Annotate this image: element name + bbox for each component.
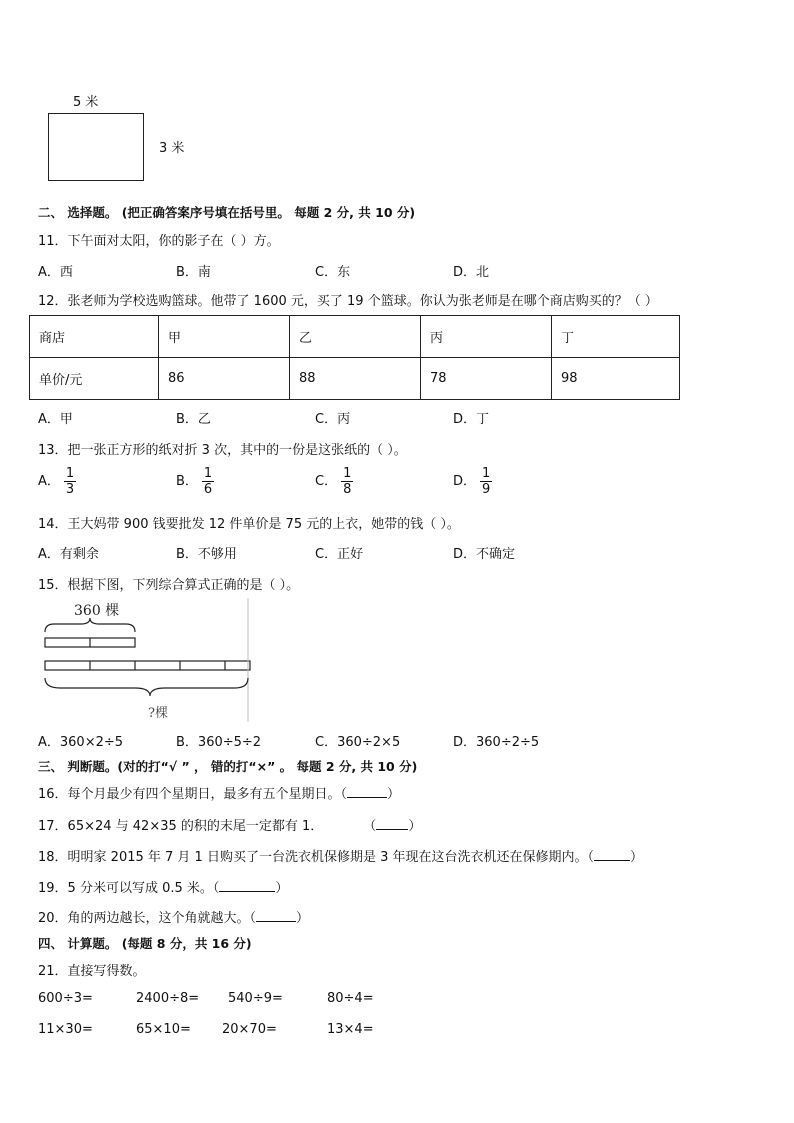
q20: 20．角的两边越长，这个角就越大。（ ） bbox=[38, 911, 310, 926]
q15-option-b: B．360÷5÷2 bbox=[176, 735, 262, 750]
rectangle-figure bbox=[48, 113, 144, 181]
statement-text: 18．明明家 2015 年 7 月 1 日购买了一台洗衣机保修期是 3 年现在这台洗衣机还在保修期内。（ bbox=[38, 850, 594, 865]
section2-title: 二、 选择题。 (把正确答案序号填在括号里。 每题 2 分, 共 10 分) bbox=[38, 205, 416, 220]
q16: 16．每个月最少有四个星期日，最多有五个星期日。（ ） bbox=[38, 787, 401, 802]
q11-option-d: D．北 bbox=[453, 265, 490, 280]
option-label: B． bbox=[176, 474, 198, 489]
q17: 17．65×24 与 42×35 的积的末尾一定都有 1． （ ） bbox=[38, 819, 422, 834]
fraction-denominator: 8 bbox=[343, 482, 352, 497]
statement-text: 17．65×24 与 42×35 的积的末尾一定都有 1． bbox=[38, 819, 324, 834]
answer-blank[interactable] bbox=[594, 848, 630, 861]
q12-option-a: A．甲 bbox=[38, 412, 73, 427]
calc-item: 540÷9= bbox=[228, 991, 283, 1006]
answer-blank[interactable] bbox=[376, 817, 408, 830]
q18: 18．明明家 2015 年 7 月 1 日购买了一台洗衣机保修期是 3 年现在这台洗衣机还在保修期内。（ ） bbox=[38, 850, 644, 865]
q19: 19．5 分米可以写成 0.5 米。（ ） bbox=[38, 881, 289, 896]
q14-option-b: B．不够用 bbox=[176, 547, 237, 562]
option-label: C． bbox=[315, 474, 338, 489]
q13-option-c bbox=[315, 466, 353, 497]
table-cell: 88 bbox=[290, 358, 421, 400]
table-cell: 商店 bbox=[30, 316, 159, 358]
q11-stem: 11．下午面对太阳，你的影子在（ ）方。 bbox=[38, 234, 280, 249]
q13-option-d bbox=[453, 466, 492, 497]
table-cell: 86 bbox=[159, 358, 290, 400]
table-row bbox=[30, 358, 680, 400]
answer-blank[interactable] bbox=[219, 879, 275, 892]
q14-option-c: C．正好 bbox=[315, 547, 364, 562]
answer-blank[interactable] bbox=[256, 909, 296, 922]
statement-text: 19．5 分米可以写成 0.5 米。（ bbox=[38, 881, 220, 896]
table-cell: 乙 bbox=[290, 316, 421, 358]
calc-item: 65×10= bbox=[136, 1022, 191, 1037]
q12-stem: 12．张老师为学校选购篮球。他带了 1600 元，买了 19 个篮球。你认为张老师是在哪个商店购买的？（ ） bbox=[38, 294, 658, 309]
fraction-numerator: 1 bbox=[343, 466, 352, 481]
option-label: A． bbox=[38, 474, 60, 489]
segment-diagram bbox=[36, 598, 256, 722]
long-segment bbox=[45, 661, 250, 670]
table-cell: 甲 bbox=[159, 316, 290, 358]
fraction-denominator: 3 bbox=[65, 482, 75, 497]
rect-side-label: 3 米 bbox=[159, 141, 185, 156]
diagram-bottom-label: ?棵 bbox=[148, 706, 168, 721]
fraction-denominator: 6 bbox=[203, 482, 213, 497]
fraction bbox=[341, 466, 353, 497]
q11-option-a: A．西 bbox=[38, 265, 73, 280]
fraction-numerator: 1 bbox=[203, 466, 213, 481]
table-row bbox=[30, 316, 680, 358]
statement-text: 16．每个月最少有四个星期日，最多有五个星期日。（ bbox=[38, 787, 348, 802]
table-cell: 单价/元 bbox=[30, 358, 159, 400]
q15-option-d: D．360÷2÷5 bbox=[453, 735, 540, 750]
fraction-denominator: 9 bbox=[482, 482, 491, 497]
calc-item: 80÷4= bbox=[327, 991, 374, 1006]
table-cell: 98 bbox=[552, 358, 680, 400]
rect-top-label: 5 米 bbox=[73, 95, 99, 110]
q12-option-b: B．乙 bbox=[176, 412, 211, 427]
bottom-brace bbox=[45, 678, 248, 696]
calc-item: 11×30= bbox=[38, 1022, 93, 1037]
price-table bbox=[29, 315, 680, 400]
section4-title: 四、 计算题。 (每题 8 分，共 16 分) bbox=[38, 936, 252, 951]
option-label: D． bbox=[453, 474, 477, 489]
answer-blank[interactable] bbox=[347, 785, 387, 798]
q14-option-d: D．不确定 bbox=[453, 547, 516, 562]
q21-stem: 21．直接写得数。 bbox=[38, 964, 146, 979]
calc-item: 600÷3= bbox=[38, 991, 93, 1006]
table-cell: 丙 bbox=[421, 316, 552, 358]
diagram-top-label: 360 棵 bbox=[74, 603, 120, 619]
fraction bbox=[64, 466, 76, 497]
q15-option-c: C．360÷2×5 bbox=[315, 735, 401, 750]
top-brace bbox=[45, 618, 135, 632]
fraction bbox=[202, 466, 214, 497]
calc-item: 13×4= bbox=[327, 1022, 374, 1037]
calc-item: 20×70= bbox=[222, 1022, 277, 1037]
fraction-numerator: 1 bbox=[65, 466, 75, 481]
q13-option-a bbox=[38, 466, 76, 497]
statement-text: 20．角的两边越长，这个角就越大。（ bbox=[38, 911, 257, 926]
section3-title: 三、 判断题。(对的打“√ ” ， 错的打“×” 。 每题 2 分, 共 10 分) bbox=[38, 759, 418, 774]
q12-option-d: D．丁 bbox=[453, 412, 490, 427]
q15-option-a: A．360×2÷5 bbox=[38, 735, 124, 750]
q13-stem: 13．把一张正方形的纸对折 3 次，其中的一份是这张纸的（ ）。 bbox=[38, 443, 407, 458]
q14-stem: 14．王大妈带 900 钱要批发 12 件单价是 75 元的上衣，她带的钱（ ）。 bbox=[38, 517, 460, 532]
q11-option-c: C．东 bbox=[315, 265, 351, 280]
calc-item: 2400÷8= bbox=[136, 991, 200, 1006]
fraction-numerator: 1 bbox=[482, 466, 491, 481]
q12-option-c: C．丙 bbox=[315, 412, 351, 427]
fraction bbox=[480, 466, 492, 497]
table-cell: 78 bbox=[421, 358, 552, 400]
q15-stem: 15．根据下图，下列综合算式正确的是（ ）。 bbox=[38, 578, 300, 593]
table-cell: 丁 bbox=[552, 316, 680, 358]
q13-option-b bbox=[176, 466, 214, 497]
q14-option-a: A．有剩余 bbox=[38, 547, 99, 562]
q11-option-b: B．南 bbox=[176, 265, 211, 280]
